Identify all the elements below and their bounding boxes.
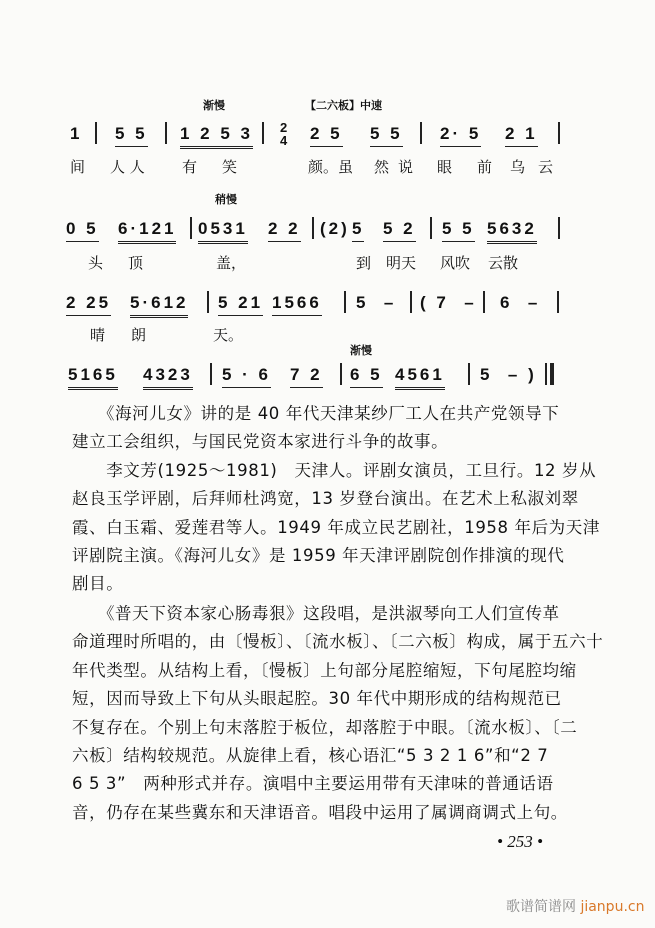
lyric: 间 [70,158,86,176]
note-group: 0531 [198,219,248,244]
text-line: 剧目。 [72,574,124,593]
barline [557,291,559,313]
lyric: 头 [88,254,104,272]
barline [420,122,422,144]
note-group: 5 5 [442,219,475,242]
lyric: 说 [398,158,414,176]
lyric: 前 [477,158,493,176]
note: 1 [70,124,83,143]
watermark-cn: 歌谱简谱网 [506,899,576,915]
note-group: 5 21 [218,293,263,316]
note-group: 2· 5 [440,124,481,147]
tempo-mark: 渐慢 [350,344,372,357]
barline [207,291,209,313]
lyric: 明天 [386,254,417,272]
tempo-mark: 稍慢 [215,193,237,206]
note: (2) [320,219,350,238]
text-line: 六板〕结构较规范。从旋律上看，核心语汇“5 3 2 1 6”和“2 7 [72,746,549,765]
lyric: 颜。虽 [308,158,354,176]
lyric: 到 [356,254,372,272]
note-group: 2 25 [66,293,111,316]
note-group: 2 2 [268,219,301,242]
note-group: 0 5 [66,219,99,242]
note-group: 5632 [487,219,537,244]
text-line: 短，因而导致上下句从头眼起腔。30 年代中期形成的结构规范已 [72,689,562,708]
note-group: 5 5 [370,124,403,147]
text-line: 不复存在。个别上句末落腔于板位，却落腔于中眼。〔流水板〕、〔二 [72,718,578,737]
lyric: 云 [538,158,554,176]
barline [165,122,167,144]
text-line: 赵良玉学评剧，后拜师杜鸿宽，13 岁登台演出。在艺术上私淑刘翠 [72,489,579,508]
note-group: 1566 [272,293,322,316]
lyric: 天。 [213,326,244,344]
text-line: 6 5 3” 两种形式并存。演唱中主要运用带有天津味的普通话语 [72,774,554,793]
note-group: 5 · 6 [222,365,271,388]
text-line: 霞、白玉霜、爱莲君等人。1949 年成立民艺剧社，1958 年后为天津 [72,518,600,537]
note-group: 2 5 [310,124,343,147]
barline [558,217,560,239]
barline [262,122,264,144]
note-group: 4561 [395,365,445,390]
page-number: • 253 • [497,832,543,851]
lyric: 笑 [222,158,238,176]
barline [210,363,212,385]
note-group: 6·121 [118,219,176,244]
note-group: 7 2 [290,365,323,388]
final-barline [550,363,554,385]
watermark [506,896,644,916]
text-line: 李文芳(1925～1981) 天津人。评剧女演员，工旦行。12 岁从 [72,461,597,480]
lyric: 晴 [90,326,106,344]
note-group: ( 7 – [420,293,477,312]
note: 5 [352,219,364,242]
text-line: 音，仍存在某些冀东和天津语音。唱段中运用了属调商调式上句。 [72,803,568,822]
time-sig-top: 2 [280,120,291,135]
barline [344,291,346,313]
note-group: 5 – [356,293,397,312]
text-line: 评剧院主演。《海河儿女》是 1959 年天津评剧院创作排演的现代 [72,546,565,565]
note-group: 6 – [500,293,541,312]
note-group: 6 5 [350,365,383,388]
final-barline [545,363,547,385]
lyric: 眼 [437,158,453,176]
watermark-en: jianpu.cn [580,899,645,915]
lyric: 云散 [488,254,519,272]
barline [340,363,342,385]
note-group: 5·612 [130,293,188,318]
lyric: 顶 [128,254,144,272]
note-group: 5165 [68,365,118,390]
lyric: 然 [374,158,390,176]
barline [483,291,485,313]
note-group: 5 2 [383,219,416,242]
barline [312,217,314,239]
barline [190,217,192,239]
lyric: 人 人 [110,158,145,176]
lyric: 乌 [510,158,526,176]
tempo-mark: 渐慢 [203,99,225,112]
text-line: 《海河儿女》讲的是 40 年代天津某纱厂工人在共产党领导下 [72,404,560,423]
time-signature [280,121,290,147]
barline [468,363,470,385]
note-group: 4323 [143,365,193,390]
text-line: 建立工会组织，与国民党资本家进行斗争的故事。 [72,432,449,451]
lyric: 有 [182,158,198,176]
barline [430,217,432,239]
note-group: 1 2 5 3 [180,124,253,149]
text-line: 年代类型。从结构上看，〔慢板〕上句部分尾腔缩短，下句尾腔均缩 [72,661,577,680]
note-group: 5 5 [115,124,148,147]
section-mark: 【二六板】中速 [305,99,382,112]
barline [95,122,97,144]
text-line: 命道理时所唱的，由〔慢板〕、〔流水板〕、〔二六板〕构成，属于五六十 [72,632,604,651]
time-sig-bottom: 4 [280,133,291,148]
note-group: 5 – ) [480,365,537,384]
lyric: 盖， [216,254,247,272]
note-group: 2 1 [505,124,538,147]
barline [410,291,412,313]
lyric: 风吹 [440,254,471,272]
barline [558,122,560,144]
text-line: 《普天下资本家心肠毒狠》这段唱，是洪淑琴向工人们宣传革 [72,604,560,623]
lyric: 朗 [131,326,147,344]
